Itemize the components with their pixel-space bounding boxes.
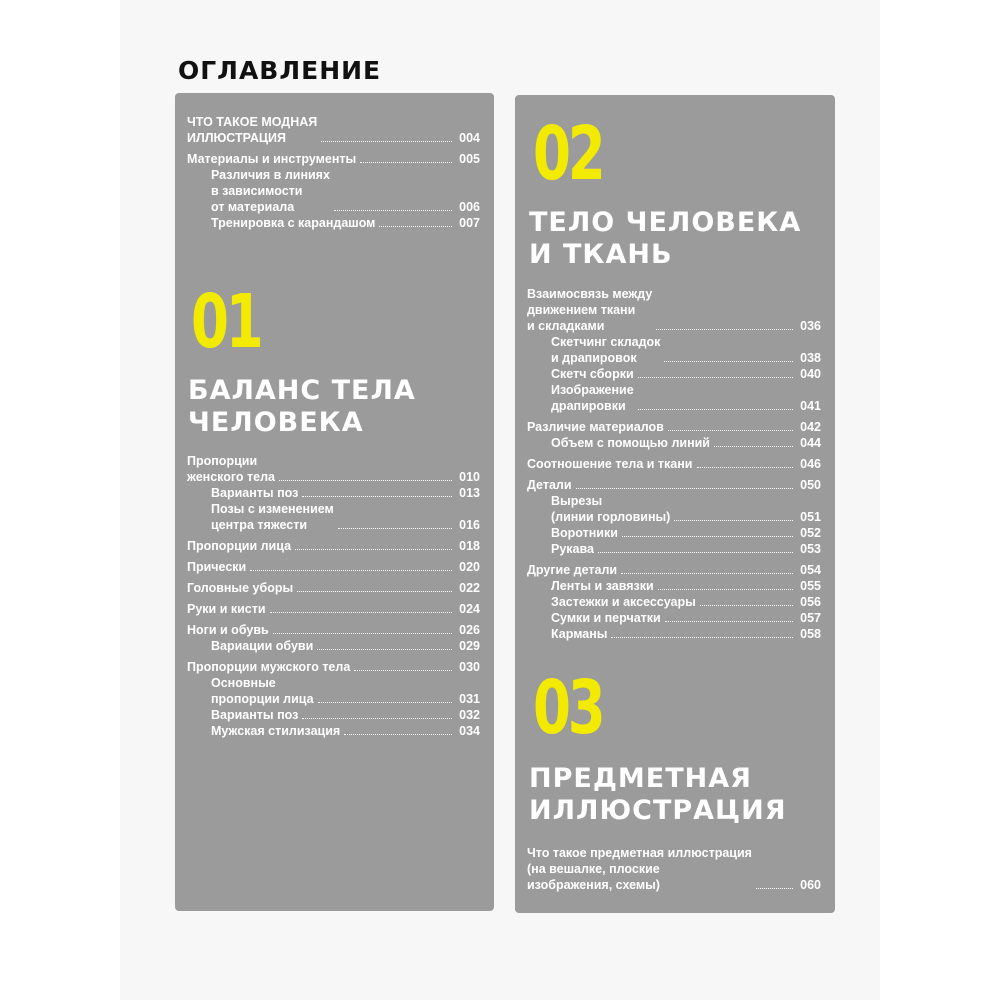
toc-entry	[527, 419, 821, 435]
toc-entry-title: Взаимосвязь между движением ткани и складками	[527, 287, 653, 333]
toc-entry	[187, 485, 480, 501]
toc-entry-page: 041	[800, 399, 821, 413]
toc-entry-title: Прически	[187, 560, 247, 574]
toc-entry-page: 013	[459, 486, 480, 500]
toc-entry-page: 042	[800, 420, 821, 434]
dot-leader	[334, 210, 452, 211]
chapter-title-03: ПРЕДМЕТНАЯ ИЛЛЮСТРАЦИЯ	[529, 763, 787, 826]
toc-entry-page: 030	[459, 660, 480, 674]
dot-leader	[621, 573, 793, 574]
dot-leader	[656, 329, 793, 330]
toc-entry-page: 029	[459, 639, 480, 653]
toc-entry-page: 026	[459, 623, 480, 637]
toc-entry	[187, 559, 480, 575]
toc-entry-title: Различия в линиях в зависимости от материала	[211, 168, 330, 214]
toc-entry-page: 060	[800, 878, 821, 892]
dot-leader	[317, 649, 452, 650]
dot-leader	[273, 633, 452, 634]
toc-entry-title: Пропорции мужского тела	[187, 660, 351, 674]
toc-entry-title: Застежки и аксессуары	[551, 595, 696, 609]
toc-panel-left	[175, 93, 494, 911]
toc-entry	[187, 723, 480, 739]
toc-entry-title: Скетчинг складок и драпировок	[551, 335, 661, 365]
toc-entry	[527, 286, 821, 334]
toc-entry-page: 018	[459, 539, 480, 553]
dot-leader	[279, 480, 452, 481]
toc-entry-title: Позы с изменением центра тяжести	[211, 502, 334, 532]
dot-leader	[674, 520, 793, 521]
dot-leader	[360, 162, 452, 163]
dot-leader	[297, 591, 452, 592]
toc-entry-title: Варианты поз	[211, 708, 299, 722]
toc-entry-page: 055	[800, 579, 821, 593]
toc-entry-page: 058	[800, 627, 821, 641]
toc-entry-title: Основные пропорции лица	[211, 676, 314, 706]
toc-panel-right	[515, 95, 835, 913]
toc-entry	[527, 525, 821, 541]
toc-entry	[187, 501, 480, 533]
toc-entry-page: 032	[459, 708, 480, 722]
toc-entry-title: Вариации обуви	[211, 639, 314, 653]
toc-entry	[527, 594, 821, 610]
dot-leader	[714, 446, 793, 447]
toc-entry-title: Детали	[527, 478, 572, 492]
toc-entry	[527, 477, 821, 493]
chapter-number-03: 03	[533, 665, 603, 751]
toc-entry-page: 056	[800, 595, 821, 609]
toc-entry-page: 046	[800, 457, 821, 471]
toc-entry-title: Головные уборы	[187, 581, 294, 595]
toc-entry-title: Карманы	[551, 627, 608, 641]
toc-entry-title: Вырезы (линии горловины)	[551, 494, 671, 524]
toc-chapter-01-list	[187, 448, 480, 739]
toc-entry	[187, 580, 480, 596]
chapter-title-02: ТЕЛО ЧЕЛОВЕКА И ТКАНЬ	[529, 207, 802, 270]
toc-entry	[527, 435, 821, 451]
toc-entry-title: Сумки и перчатки	[551, 611, 661, 625]
toc-entry-title: Объем с помощью линий	[551, 436, 710, 450]
dot-leader	[665, 621, 793, 622]
toc-entry	[187, 659, 480, 675]
toc-entry-page: 038	[800, 351, 821, 365]
toc-entry-page: 040	[800, 367, 821, 381]
toc-entry-title: Пропорции женского тела	[187, 454, 275, 484]
toc-entry	[187, 675, 480, 707]
dot-leader	[664, 361, 793, 362]
toc-entry-page: 020	[459, 560, 480, 574]
toc-entry	[527, 578, 821, 594]
dot-leader	[658, 589, 793, 590]
toc-entry-title: Ноги и обувь	[187, 623, 269, 637]
toc-entry-page: 031	[459, 692, 480, 706]
toc-entry-page: 053	[800, 542, 821, 556]
dot-leader	[611, 637, 793, 638]
toc-entry	[527, 541, 821, 557]
dot-leader	[576, 488, 793, 489]
toc-entry-page: 036	[800, 319, 821, 333]
chapter-number-01: 01	[191, 279, 261, 365]
toc-entry-title: Материалы и инструменты	[187, 152, 357, 166]
toc-entry	[527, 382, 821, 414]
toc-entry-page: 022	[459, 581, 480, 595]
dot-leader	[379, 226, 452, 227]
toc-entry	[187, 114, 480, 146]
toc-entry	[527, 626, 821, 642]
dot-leader	[295, 549, 452, 550]
toc-entry-title: Скетч сборки	[551, 367, 634, 381]
toc-chapter-03-list	[527, 840, 821, 893]
toc-entry-page: 050	[800, 478, 821, 492]
toc-entry	[187, 215, 480, 231]
toc-entry	[187, 538, 480, 554]
toc-entry	[187, 638, 480, 654]
toc-entry-title: Другие детали	[527, 563, 618, 577]
toc-entry-page: 024	[459, 602, 480, 616]
dot-leader	[250, 570, 452, 571]
toc-entry	[527, 493, 821, 525]
toc-entry	[187, 151, 480, 167]
toc-entry	[527, 366, 821, 382]
toc-intro-list	[187, 109, 480, 231]
toc-entry-page: 016	[459, 518, 480, 532]
toc-entry-page: 034	[459, 724, 480, 738]
toc-entry	[527, 845, 821, 893]
toc-entry-page: 052	[800, 526, 821, 540]
toc-entry-title: Тренировка с карандашом	[211, 216, 376, 230]
toc-entry-page: 007	[459, 216, 480, 230]
toc-entry-page: 005	[459, 152, 480, 166]
toc-entry-page: 054	[800, 563, 821, 577]
toc-entry	[527, 610, 821, 626]
toc-entry-title: Что такое предметная иллюстрация (на вешалке, плоские изображения, схемы)	[527, 846, 752, 892]
toc-entry-title: Различие материалов	[527, 420, 664, 434]
chapter-number-02: 02	[533, 111, 603, 197]
toc-entry-title: Пропорции лица	[187, 539, 292, 553]
toc-entry	[527, 456, 821, 472]
toc-entry-page: 044	[800, 436, 821, 450]
dot-leader	[668, 430, 793, 431]
toc-entry-page: 010	[459, 470, 480, 484]
dot-leader	[344, 734, 452, 735]
dot-leader	[302, 718, 452, 719]
toc-chapter-02-list	[527, 281, 821, 642]
toc-entry-title: ЧТО ТАКОЕ МОДНАЯ ИЛЛЮСТРАЦИЯ	[187, 115, 318, 145]
dot-leader	[638, 377, 793, 378]
toc-entry-title: Соотношение тела и ткани	[527, 457, 693, 471]
dot-leader	[697, 467, 794, 468]
toc-entry	[527, 562, 821, 578]
toc-entry-page: 051	[800, 510, 821, 524]
toc-entry	[187, 167, 480, 215]
toc-entry	[187, 622, 480, 638]
dot-leader	[338, 528, 452, 529]
dot-leader	[318, 702, 452, 703]
toc-entry-title: Воротники	[551, 526, 618, 540]
toc-entry-page: 006	[459, 200, 480, 214]
dot-leader	[598, 552, 793, 553]
dot-leader	[270, 612, 452, 613]
chapter-title-01: БАЛАНС ТЕЛА ЧЕЛОВЕКА	[188, 375, 416, 438]
dot-leader	[321, 141, 452, 142]
page-title: ОГЛАВЛЕНИЕ	[178, 56, 382, 85]
toc-entry	[187, 601, 480, 617]
dot-leader	[700, 605, 793, 606]
toc-entry-title: Руки и кисти	[187, 602, 266, 616]
toc-entry	[187, 453, 480, 485]
toc-entry	[527, 334, 821, 366]
toc-entry-title: Рукава	[551, 542, 594, 556]
dot-leader	[638, 409, 793, 410]
toc-entry	[187, 707, 480, 723]
toc-entry-title: Изображение драпировки	[551, 383, 634, 413]
toc-entry-page: 004	[459, 131, 480, 145]
toc-entry-title: Ленты и завязки	[551, 579, 654, 593]
toc-entry-page: 057	[800, 611, 821, 625]
dot-leader	[302, 496, 452, 497]
dot-leader	[354, 670, 452, 671]
dot-leader	[622, 536, 793, 537]
toc-entry-title: Мужская стилизация	[211, 724, 341, 738]
dot-leader	[756, 888, 793, 889]
toc-entry-title: Варианты поз	[211, 486, 299, 500]
